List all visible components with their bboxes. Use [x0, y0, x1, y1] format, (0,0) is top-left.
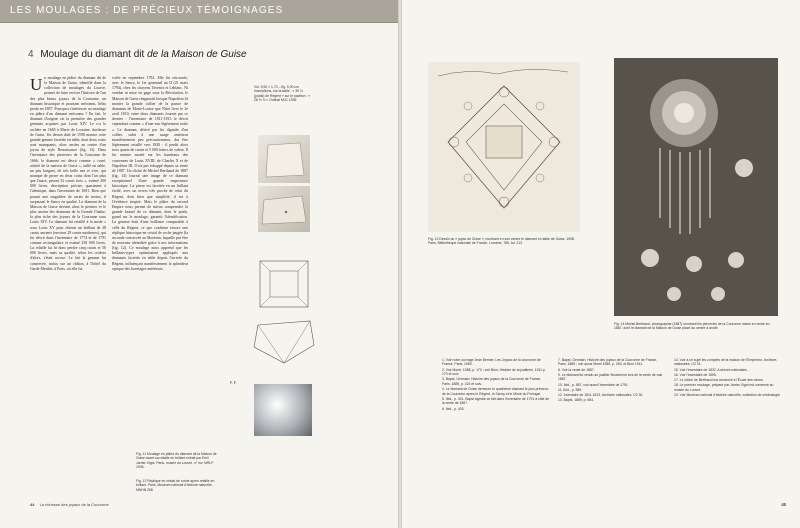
- running-head-rule: [0, 22, 398, 23]
- note: 18. Le premier moulage, préparé par Jarrier-Vigot est conservé au musée du Louvre.: [674, 383, 774, 392]
- cut-line-diagram: [252, 255, 316, 370]
- caption-fig-11: Fig. 11 Moulage en plâtre du diamant dit la Maison de Guise avant sa retaille en brillant extrait par Emil Jarrier-Vigot. Paris, musée du Louvre, n° inv. MRLP 1936.: [136, 452, 217, 470]
- jewels-photo-render: [614, 58, 778, 316]
- left-footer: [30, 502, 109, 507]
- running-head: LES MOULAGES : DE PRÉCIEUX TÉMOIGNAGES: [10, 5, 284, 16]
- drop-cap: U: [30, 75, 43, 94]
- note: 9. Le diamant fut vendu au joaillier Boucheron lors de la vente de mai 1887.: [558, 372, 663, 382]
- note: 14. Voir à ce sujet les comptes de la maison de l'Empereur, Archives nationales, O2 31.: [674, 358, 777, 367]
- note: 11. Ibid., p. 589.: [558, 387, 583, 392]
- note: 3. Bapst, Germain, Histoire des joyaux de la Couronne de France, Paris, 1889, p. 424 et suiv.: [442, 377, 542, 386]
- chapter-title-plain: Moulage du diamant dit: [40, 49, 145, 60]
- berthaud-photograph: [614, 58, 778, 316]
- note: 19. Voir Muséum national d'histoire naturelle, collection de minéralogie.: [674, 393, 781, 398]
- note: 16. Voir l'inventaire de 1855.: [674, 372, 717, 377]
- caption-fig-12: Fig. 12 Réplique en cristal de roche après retaille en brillant. Paris, Muséum national d'histoire naturelle, MNHN 268: [136, 479, 215, 492]
- body-column-2: [112, 76, 188, 272]
- plaster-cast-photo-top: [258, 135, 310, 183]
- caption-fig-14: Fig. 14 Michel Berthaud, photographie (1887) montrant les pierreries de la Couronne mises en vente en 1887, dont le diamant de la Maison de Guise placé au centre à droite: [614, 322, 770, 331]
- body-column-1: [30, 76, 106, 272]
- note: 7. Bapst, Germain, Histoire des joyaux de la Couronne de France, Paris, 1889 ; voir aussi Morel 1988, p. 263, et Bion 1911.: [558, 358, 658, 367]
- body-text-2: volée en septembre 1792. Elle fut retrouvée, avec le Sancy, le 1er germinal an II (21 mars 1794), chez les citoyens Tavenot et Leblanc. Ni vendue ni mise en gage sous la Révolution, le Maison de Guise réapparaît lorsque Napoléon fit monter la grande collier de la parure de diamants de Marie-Louise que Nitot livre le 2e avril 1810, entre deux diamants fournis par ce dernier : l'inventaire de 1811-1813 le décrit cependant comme « d'une eau légèrement roule ». Le diamant, dérivé par les dignités d'un collier, subit à une usage antérieur manifestement peu précautionneux, dut être légèrement retaillé vers 1820 : il perdit alors trois quarts de carats et 5 000 francs de valeur. Il fut ensuite monté sur les bandeaux des couronnes de Louis XVIII, de Charles X et de Napoléon III. Il n'a pas échappé depuis sa vente de 1887. Un cliché de Michel Berthaud de 1887 (fig. 14) fournit une image de ce diamant exceptionnel d'une grande importance historique. La pierre est facettée en un brillant étoilé, avec un revers très proche de celui du Régent, dont bien que simplifié, il est à l'évidence inspiré. Mais le plâtre du second Empire nous permet de mieux comprendre la grande beauté de ce diamant, dont le poids, grand sur le moulage, garantit l'identification. La gemme était d'une brillance comparable à celle du Régent, ce que confirme encore une réplique historique en cristal de roche jaugée (la seconde conservée au Muséum, laquelle put être de nouveau identifiée grâce à nos informations (fig. 12). Ce moulage nous apprend que les brillants-types optimisaient appliqués aux diamants facettés en table depuis l'arrivée du Régent, influençant manifestement la splendeur optique des facettages antérieurs.: [112, 76, 188, 271]
- note: 1. Voir notre ouvrage Jean Bernier, Les Joyaux de la couronne de France, Paris, 1989.: [442, 358, 541, 367]
- notes-column-3: [674, 358, 782, 398]
- note: 4. Le diamant de Guise demeure le quatrième diamant le plus précieux de la Couronne après le Régent, le Sancy et le Miroir du Portugal.: [442, 387, 549, 396]
- caption-fig-13: Fig. 13 Dessin du « joyau de Guise », montrant en son centre le diamant en table de Guise, 1598. Paris, Bibliothèque nationale de France, Lorraine, 785, fol. 213: [428, 237, 575, 246]
- author-signature: F. F.: [230, 380, 237, 385]
- plaster-cast-photo-side: [258, 186, 310, 232]
- notes-column-2: [558, 358, 666, 404]
- left-page-number: 44: [30, 502, 35, 507]
- right-page-number: 45: [781, 502, 786, 507]
- note: 5. Ibid., p. 401. Bapst signale ce fait dans l'inventaire de 1791 à côté de la vente de 1887.: [442, 396, 550, 406]
- notes-column-1: [442, 358, 550, 412]
- left-page: [0, 0, 398, 528]
- crystal-replica-photo: [254, 384, 312, 436]
- note: 17. Le cliché de Berthaud est conservé à l'École des mines.: [674, 378, 764, 383]
- cast-top-shape: [258, 135, 310, 183]
- right-page: [402, 0, 800, 528]
- running-head-band: [0, 0, 398, 22]
- cast-side-shape: [258, 186, 310, 232]
- note: 10. Ibid., p. 587, voir aussi l'inventaire de 1791.: [558, 382, 629, 387]
- chapter-title: [28, 49, 247, 60]
- note: 6. Ibid., p. 403.: [442, 406, 465, 411]
- note: 12. Inventaire de 1811-1813, Archives nationales, O2 30.: [558, 393, 644, 398]
- chapter-title-italic: de la Maison de Guise: [147, 49, 247, 60]
- chapter-number: 4: [28, 49, 34, 60]
- jewel-sketch: [428, 62, 580, 232]
- guise-jewel-drawing: [428, 62, 580, 232]
- note: 15. Voir l'inventaire de 1832, Archives nationales.: [674, 367, 748, 372]
- note: 2. Voir Morel, 1988, p. 170 ; voir Bion, Histoire de la joaillerie, 1911 p. 170 et suiv.: [442, 367, 546, 377]
- note: 8. Voir la vente de 1887.: [558, 367, 595, 372]
- caption-top: Vol. 9,50 × 1,70 – fig. 5,00 cm Inscriptions, sur la table : « 35 ⅛ (poids) de Régent » sur le pavillon : « 28 ⅝ ⅛ » Ordinal MJC 1936: [254, 85, 311, 103]
- left-footer-title: La richesse des joyaux de la Couronne: [39, 502, 109, 507]
- body-text-1: n moulage en plâtre du diamant dit de la Maison de Guise, identifié dans la collection de moulages du Louvre, permet de faire revivre l'histoire de l'un des plus beaux joyaux de la Couronne, un diamant historique et pourtant méconnu, hélas perdu en 1887. Pourquoi s'intéresser au moulage en plâtre d'un diamant méconnu ? En fait, le diamant d'origine est la première des grandes gemmes acquises par Louis XIV. Le roi le rachète en 1665 à Marie de Lorraine, duchesse de Guise. Un dessin daté de 1598 montre cette grande gemme facettée en table, dont deux coins sont manquants, alors serties au centre d'un joyau de style Renaissance (fig. 13). Dans l'inventaire des pierreries de la Couronne de 1666, le diamant est décrit comme « carré, acheté de la maison de Guise », taillé en table, un peu longuet, de très belle eau et vive, qui manque de pierre en deux coins dont l'un plus que l'autre, pesant 33 carats forts », estimé 200 000 livres, description précise, quasiment à l'identique, dans l'inventaire de 1691. Rien que posant une singulière de carats de moins, il surpassait le Sancy en qualité. Le diamant de la Maison de Guise devient alors le premier et le plus ancien des diamants de la Grande Chaîne, la plus riche des joyaux de la Couronne sous Louis XIV. Le diamant fut retaillé à la mode « sous Louis XV pour obtenir un brillant de 28 carats anciens (environ 29 carats modernes), qui fut décrit dans l'inventaire de 1774 et de 1791 comme rectangulaire et estimé 250 000 livres. La relaille lui fit donc perdre cinq carats et 50 000 livres, mais sa qualité, selon les critères d'alors, s'était accrue. Le fait la gemme fut conservée, inclus sur un châton, à l'hôtel du Garde Meuble, à Paris, où elle fut: [30, 76, 106, 271]
- note: 13. Bapst, 1889, p. 654.: [558, 398, 595, 403]
